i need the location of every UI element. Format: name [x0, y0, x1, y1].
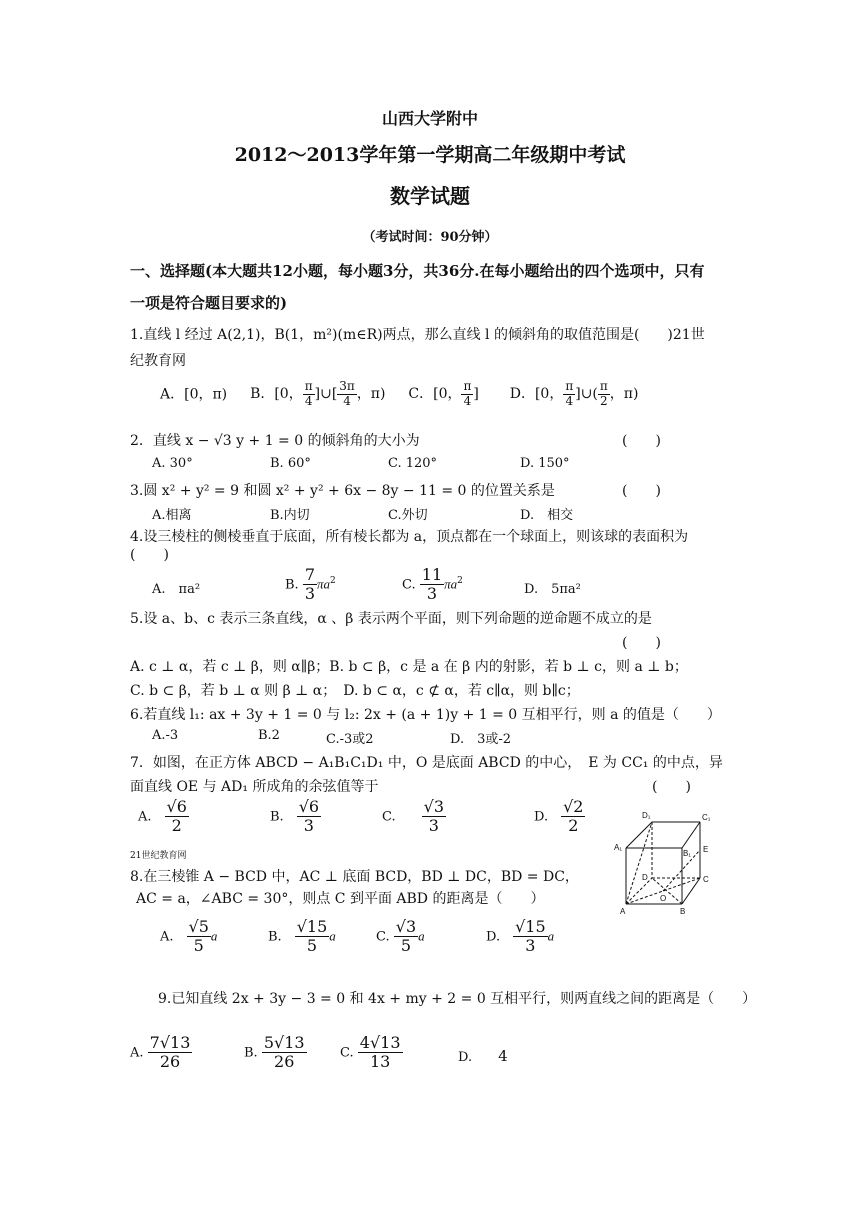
q1-option-c: C．[0， $\frac{\pi}{4}$ ] [408, 379, 479, 408]
q4-text-line2: ( ) [130, 547, 169, 563]
q6-option-c: C.-3或2 [326, 732, 374, 747]
q2-option-c: C. 120° [388, 456, 438, 471]
q1-text-line2: 纪教育网 [130, 353, 186, 369]
q5-paren: ( ) [622, 635, 661, 651]
fig-label-a1: A₁ [614, 843, 623, 852]
q9-option-d: D. 4 [458, 1047, 508, 1065]
q1-option-b: B．[0， $\frac{\pi}{4}$ ]∪[ $\frac{3\pi}{4}$ ，π) [250, 379, 386, 408]
fig-label-d1: D₁ [642, 811, 651, 820]
section-heading-line2: 一项是符合题目要求的) [130, 294, 288, 312]
q7-option-d: D. $\frac{√2}{2}$ [534, 797, 584, 836]
q9-text: 9.已知直线 2x + 3y − 3 = 0 和 4x + my + 2 = 0 互相平行，则两直线之间的距离是（ ） [158, 991, 757, 1007]
cube-figure [612, 806, 722, 918]
q3-option-b: B.内切 [270, 508, 310, 523]
q7-paren: ( ) [652, 779, 691, 795]
q7-text-line1: 7．如图，在正方体 ABCD − A₁B₁C₁D₁ 中，O 是底面 ABCD 的中心， E 为 CC₁ 的中点，异 [130, 755, 723, 771]
q1-option-a: A．[0，π) [160, 386, 228, 403]
fig-label-c: C [703, 875, 709, 884]
q9-option-c: C. $\frac{4√13}{13}$ [340, 1033, 401, 1072]
q4-option-d: D. 5πa² [524, 582, 581, 597]
q1-option-d: D．[0， $\frac{\pi}{4}$ ]∪( $\frac{\pi}{2}$ ，π) [509, 379, 639, 408]
q9-option-a: A. $\frac{7√13}{26}$ [130, 1033, 191, 1072]
fig-label-e: E [703, 845, 709, 854]
q1-options [160, 380, 638, 409]
fig-label-b1: B₁ [683, 849, 692, 858]
q6-option-d: D. 3或-2 [450, 732, 512, 747]
q4-text-line1: 4.设三棱柱的侧棱垂直于底面，所有棱长都为 a，顶点都在一个球面上，则该球的表面积为 [130, 529, 689, 545]
q2-text: 2．直线 x − √3 y + 1 = 0 的倾斜角的大小为 [130, 433, 420, 449]
q7-option-c: C. $\frac{√3}{3}$ [382, 797, 445, 836]
q2-option-d: D. 150° [520, 456, 570, 471]
time-note: （考试时间：90分钟） [362, 230, 498, 245]
q2-paren: ( ) [622, 433, 661, 449]
q7-text-line2: 面直线 OE 与 AD₁ 所成角的余弦值等于 [130, 779, 379, 795]
section-heading-line1: 一、选择题(本大题共12小题，每小题3分，共36分.在每小题给出的四个选项中，只有 [130, 262, 705, 280]
q1-text-line1: 1.直线 l 经过 A(2,1)，B(1，m²)(m∈R)两点，那么直线 l 的倾斜角的取值范围是( )21世 [130, 327, 705, 343]
q3-paren: ( ) [622, 483, 661, 499]
subject-title: 数学试题 [390, 184, 470, 208]
q5-text-line1: 5.设 a、b、c 表示三条直线，α 、β 表示两个平面，则下列命题的逆命题不成立的是 [130, 611, 652, 627]
q2-option-a: A. 30° [152, 456, 193, 471]
q8-option-c: C. $\frac{√3}{5}$ a [376, 917, 425, 956]
q5-options-cd: C. b ⊂ β，若 b ⊥ α 则 β ⊥ α； D. b ⊂ α，c ⊄ α，若 c∥α，则 b∥c； [130, 683, 580, 699]
q7-option-a: A. $\frac{√6}{2}$ [138, 797, 187, 836]
fig-label-b: B [680, 907, 686, 916]
q6-option-b: B.2 [258, 728, 280, 743]
q6-text: 6.若直线 l₁: ax + 3y + 1 = 0 与 l₂: 2x + (a + 1)y + 1 = 0 互相平行，则 a 的值是（ ） [130, 707, 721, 723]
q3-text: 3.圆 x² + y² = 9 和圆 x² + y² + 6x − 8y − 11 = 0 的位置关系是 [130, 483, 555, 499]
q8-option-d: D. $\frac{√15}{3}$ a [486, 917, 555, 956]
exam-title: 2012～2013学年第一学期高二年级期中考试 [234, 144, 626, 166]
q4-option-b: B. $\frac{7}{3}$ $\pi a^2$ [285, 565, 336, 604]
watermark-text: 21世纪教育网 [130, 851, 187, 861]
q3-option-c: C.外切 [388, 508, 428, 523]
q7-option-b: B. $\frac{√6}{3}$ [270, 797, 320, 836]
q8-option-a: A. $\frac{√5}{5}$ a [160, 917, 218, 956]
q8-option-b: B. $\frac{√15}{5}$ a [268, 917, 336, 956]
q8-text-line2: AC = a，∠ABC = 30°，则点 C 到平面 ABD 的距离是（ ） [136, 891, 545, 907]
q4-option-a: A. πa² [152, 582, 201, 597]
q5-options-ab: A. c ⊥ α，若 c ⊥ β，则 α∥β；B. b ⊂ β，c 是 a 在 β 内的射影，若 b ⊥ c，则 a ⊥ b； [130, 659, 688, 675]
q3-option-a: A.相离 [152, 508, 192, 523]
school-name: 山西大学附中 [381, 109, 478, 128]
q8-text-line1: 8.在三棱锥 A − BCD 中，AC ⊥ 底面 BCD，BD ⊥ DC，BD = DC， [130, 869, 579, 885]
fig-label-a: A [620, 907, 626, 916]
q4-option-c: C. $\frac{11}{3}$ $\pi a^2$ [402, 565, 463, 604]
fig-label-c1: C₁ [702, 813, 711, 822]
fig-label-o: O [660, 894, 667, 903]
q6-option-a: A.-3 [152, 728, 179, 743]
q3-option-d: D. 相交 [520, 508, 574, 523]
q9-option-b: B. $\frac{5√13}{26}$ [244, 1033, 305, 1072]
fig-label-d: D [642, 873, 648, 882]
q2-option-b: B. 60° [270, 456, 311, 471]
